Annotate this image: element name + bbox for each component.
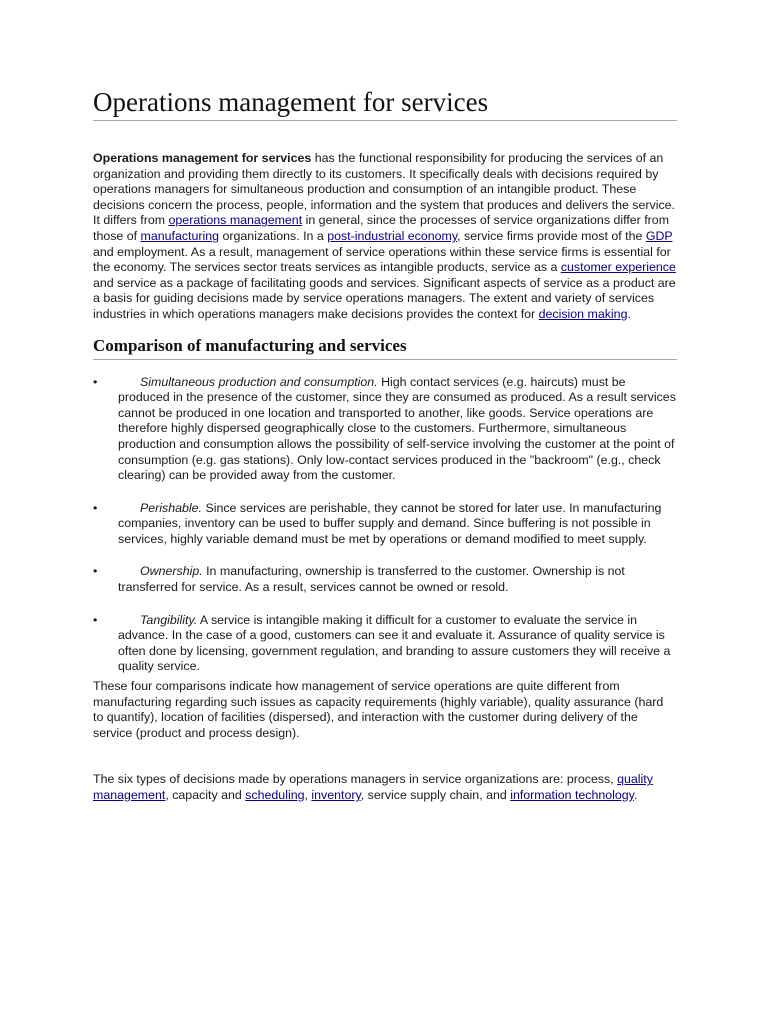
list-item-term: Ownership. [140,564,203,579]
link-customer-experience[interactable]: customer experience [560,260,676,275]
link-inventory[interactable]: inventory [311,788,361,802]
list-item-term: Tangibility. [140,612,198,627]
decisions-paragraph [93,772,677,803]
decisions-text: , capacity and [165,788,246,802]
comparison-list [93,375,677,676]
bullet: • [93,500,98,515]
section-heading-wrap [93,335,677,360]
list-item-text: High contact services (e.g. haircuts) must be produced in the presence of the customer, since they are consumed as produced. As a result services cannot be produced in one location and transported to another, like goods. Service operations are therefore highly dispersed geographically close to the customers. Furthermore, simultaneous production and consumption allows the possibility of self-service involving the customer at the point of consumption (e.g. gas stations). Only low-contact services produced in the "backroom" (e.g., check clearing) can be provided away from the customer. [118,374,676,483]
list-item-term: Simultaneous production and consumption. [140,374,378,389]
summary-paragraph: These four comparisons indicate how management of service operations are quite different from manufacturing regarding such issues as capacity requirements (highly variable), quality assurance (hard to quantify), location of facilities (dispersed), and interaction with the customer during delivery of the service (product and process design). [93,679,664,740]
list-item-term: Perishable. [140,500,202,515]
intro-text: , service firms provide most of the [457,228,646,243]
link-post-industrial-economy[interactable]: post-industrial economy [327,228,458,243]
link-quality-management[interactable]: quality management [93,772,653,802]
list-item [93,375,677,484]
intro-text: . [627,306,631,321]
intro-bold-term: Operations management for services [93,151,312,165]
section-heading: Comparison of manufacturing and services [93,335,677,360]
decisions-text: , [304,788,312,802]
link-operations-management[interactable]: operations management [168,213,303,228]
list-item [93,564,677,595]
bullet: • [93,612,98,627]
article-body [93,84,677,804]
list-item-text: In manufacturing, ownership is transferred to the customer. Ownership is not transferred for service. As a result, services cannot be owned or resold. [118,564,625,595]
bullet: • [93,564,98,579]
link-manufacturing[interactable]: manufacturing [140,228,220,243]
intro-text: and service as a package of facilitating goods and services. Significant aspects of service as a product are a basis for guiding decisions made by service operations managers. The extent and variety of services industries in which operations managers make decisions provides the context for [93,275,676,321]
page-title: Operations management for services [93,84,677,121]
decisions-text: The six types of decisions made by operations managers in service organizations are: process, [93,772,618,787]
list-item [93,613,677,675]
intro-text: has the functional responsibility for producing the services of an organization and providing them directly to its customers. It specifically deals with decisions required by operations managers for simultaneous production and consumption of an intangible product. These decisions concern the process, people, information and the system that produces and delivers the service. It differs from [93,151,675,228]
list-item-text: A service is intangible making it difficult for a customer to evaluate the service in advance. In the case of a good, customers can see it and evaluate it. Assurance of quality service is often done by licensing, government regulation, and branding to assure customers they will receive a quality service. [118,612,671,674]
intro-paragraph [93,151,677,323]
link-information-technology[interactable]: information technology [510,788,634,802]
decisions-text: . [633,788,638,802]
decisions-text: , service supply chain, and [360,788,511,802]
list-item-text: Since services are perishable, they cannot be stored for later use. In manufacturing companies, inventory can be used to buffer supply and demand. Since buffering is not possible in services, highly variable demand must be met by operations or demand modified to meet supply. [118,500,662,546]
intro-text: and employment. As a result, management of service operations within these service firms is essential for the economy. The services sector treats services as intangible products, service as a [93,244,671,275]
link-scheduling[interactable]: scheduling [245,788,305,802]
link-decision-making[interactable]: decision making [538,306,628,321]
list-item [93,501,677,548]
link-gdp[interactable]: GDP [645,228,673,243]
intro-text: organizations. In a [219,228,328,243]
bullet: • [93,374,98,389]
intro-text: in general, since the processes of service organizations differ from those of [93,213,670,243]
